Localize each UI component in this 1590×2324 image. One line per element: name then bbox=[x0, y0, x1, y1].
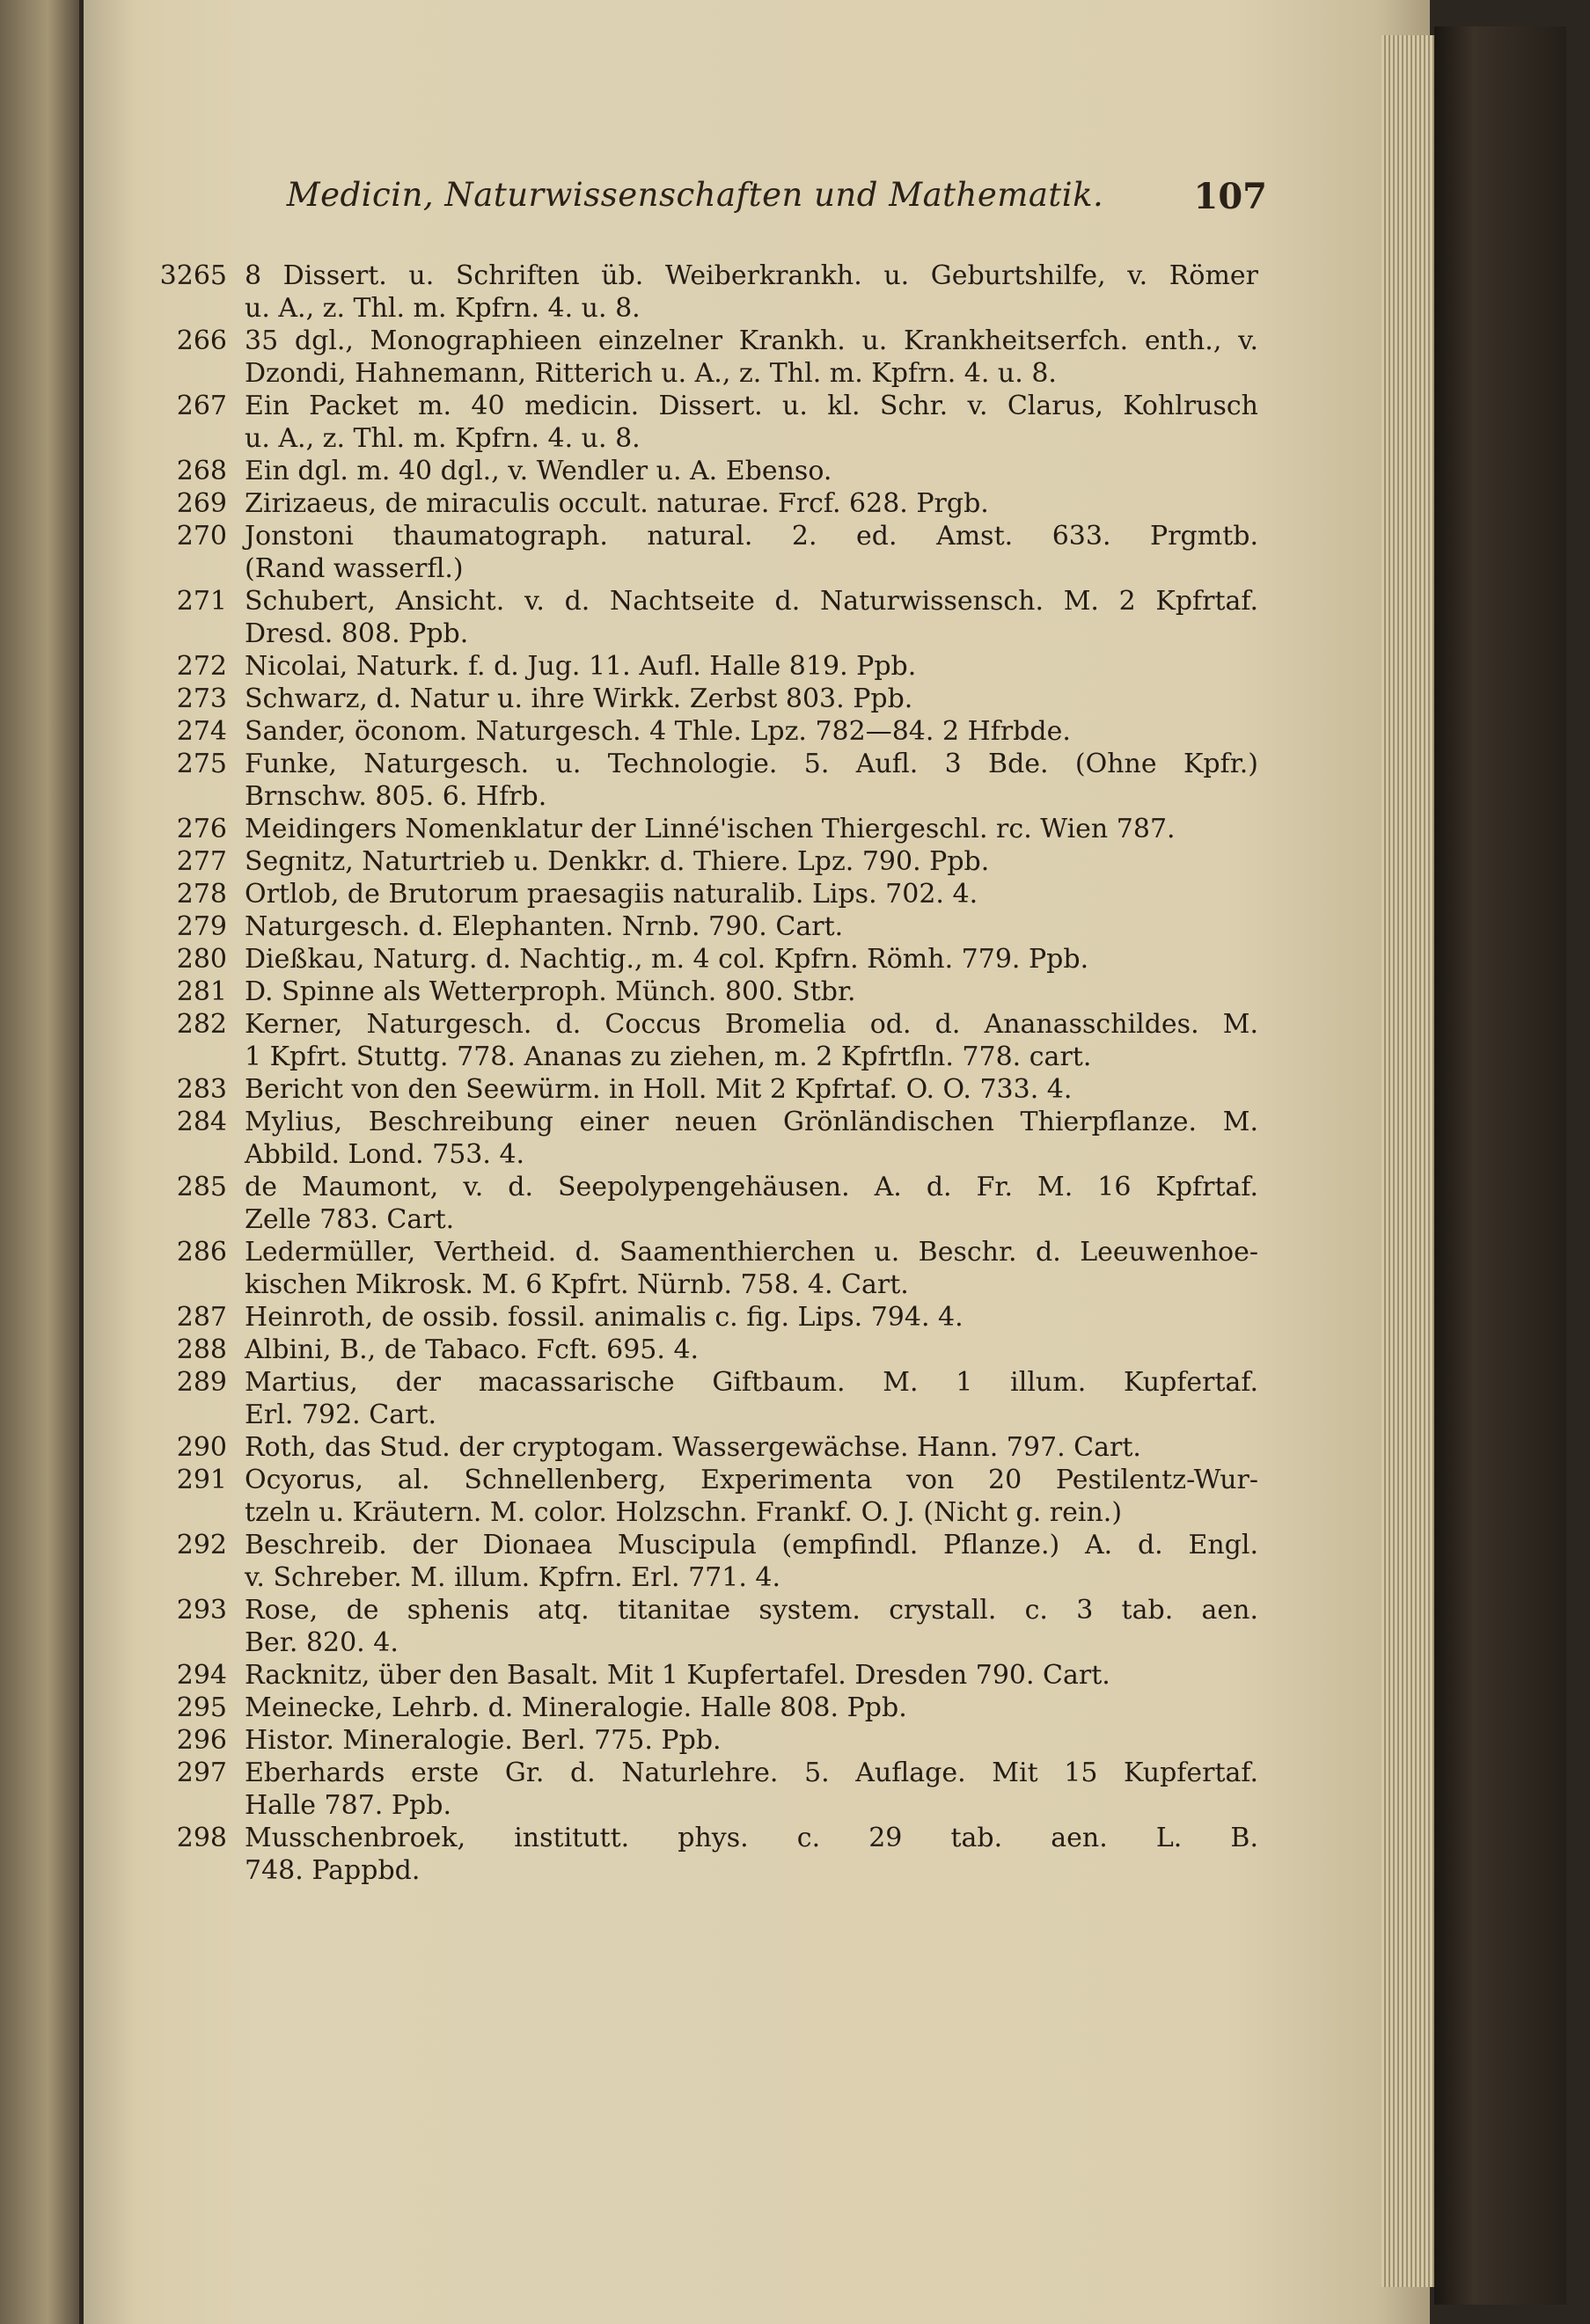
entry-text bbox=[245, 748, 1258, 813]
entry-line: Nicolai, Naturk. f. d. Jug. 11. Aufl. Halle 819. Ppb. bbox=[245, 651, 917, 682]
entry-number: 286 bbox=[176, 1237, 227, 1268]
entry-line: D. Spinne als Wetterproph. Münch. 800. Stbr. bbox=[245, 976, 856, 1007]
entry-line: Heinroth, de ossib. fossil. animalis c. fig. Lips. 794. 4. bbox=[245, 1302, 964, 1333]
entry-text bbox=[245, 487, 1258, 520]
catalog-entry bbox=[150, 1106, 1258, 1171]
entry-line: Roth, das Stud. der cryptogam. Wassergewächse. Hann. 797. Cart. bbox=[245, 1432, 1141, 1463]
entry-line: Erl. 792. Cart. bbox=[245, 1400, 437, 1430]
catalog-entry bbox=[150, 943, 1258, 976]
entry-number: 295 bbox=[176, 1692, 227, 1723]
entry-number: 280 bbox=[176, 944, 227, 975]
catalog-entry bbox=[150, 1659, 1258, 1692]
entry-line: u. A., z. Thl. m. Kpfrn. 4. u. 8. bbox=[245, 423, 641, 454]
entry-text bbox=[245, 943, 1258, 976]
catalog-entry bbox=[150, 813, 1258, 845]
catalog-entry bbox=[150, 325, 1258, 390]
catalog-entry bbox=[150, 1301, 1258, 1334]
entry-line: Ein dgl. m. 40 dgl., v. Wendler u. A. Ebenso. bbox=[245, 456, 832, 486]
entry-text bbox=[245, 325, 1258, 390]
entry-text bbox=[245, 1366, 1258, 1431]
entry-text bbox=[245, 1464, 1258, 1529]
entry-line: 35 dgl., Monographieen einzelner Krankh. u. Krankheitserfch. enth., v. bbox=[245, 325, 1258, 356]
entry-number: 273 bbox=[176, 683, 227, 714]
entry-text bbox=[245, 845, 1258, 878]
entry-number: 3265 bbox=[159, 260, 227, 291]
entry-line: Brnschw. 805. 6. Hfrb. bbox=[245, 781, 547, 812]
entry-line: (Rand wasserfl.) bbox=[245, 553, 464, 584]
catalog-entry bbox=[150, 1464, 1258, 1529]
entry-number: 297 bbox=[176, 1758, 227, 1788]
entry-line: de Maumont, v. d. Seepolypengehäusen. A. d. Fr. M. 16 Kpfrtaf. bbox=[245, 1172, 1258, 1202]
entry-number: 288 bbox=[176, 1334, 227, 1365]
entry-number: 275 bbox=[176, 749, 227, 779]
entry-line: Albini, B., de Tabaco. Fcft. 695. 4. bbox=[245, 1334, 700, 1365]
entry-line: tzeln u. Kräutern. M. color. Holzschn. Frankf. O. J. (Nicht g. rein.) bbox=[245, 1497, 1123, 1528]
entry-line: Zirizaeus, de miraculis occult. naturae. Frcf. 628. Prgb. bbox=[245, 488, 989, 519]
catalog-entry bbox=[150, 748, 1258, 813]
entry-line: Bericht von den Seewürm. in Holl. Mit 2 Kpfrtaf. O. O. 733. 4. bbox=[245, 1074, 1073, 1105]
catalog-entry bbox=[150, 585, 1258, 650]
entry-text bbox=[245, 1431, 1258, 1464]
entry-text bbox=[245, 650, 1258, 683]
entry-line: Martius, der macassarische Giftbaum. M. 1 illum. Kupfertaf. bbox=[245, 1367, 1258, 1398]
catalog-entry bbox=[150, 650, 1258, 683]
entry-number: 270 bbox=[176, 521, 227, 552]
entry-text bbox=[245, 390, 1258, 455]
entry-number: 276 bbox=[176, 814, 227, 844]
entry-number: 294 bbox=[176, 1660, 227, 1691]
entry-number: 284 bbox=[176, 1107, 227, 1137]
entry-line: u. A., z. Thl. m. Kpfrn. 4. u. 8. bbox=[245, 293, 641, 324]
entry-line: Jonstoni thaumatograph. natural. 2. ed. Amst. 633. Prgmtb. bbox=[245, 521, 1258, 552]
book-cover-edge bbox=[1434, 26, 1566, 2305]
entry-number: 290 bbox=[176, 1432, 227, 1463]
entry-text bbox=[245, 1334, 1258, 1366]
entry-line: Dießkau, Naturg. d. Nachtig., m. 4 col. Kpfrn. Römh. 779. Ppb. bbox=[245, 944, 1089, 975]
entry-text bbox=[245, 715, 1258, 748]
entry-line: Mylius, Beschreibung einer neuen Grönländischen Thierpflanze. M. bbox=[245, 1107, 1258, 1137]
entry-number: 268 bbox=[176, 456, 227, 486]
catalog-entry bbox=[150, 1008, 1258, 1073]
entry-number: 274 bbox=[176, 716, 227, 747]
catalog-entry bbox=[150, 455, 1258, 487]
entry-line: Naturgesch. d. Elephanten. Nrnb. 790. Cart. bbox=[245, 911, 844, 942]
entry-text bbox=[245, 1529, 1258, 1594]
entry-text bbox=[245, 1757, 1258, 1822]
entry-text bbox=[245, 1822, 1258, 1887]
entry-line: 8 Dissert. u. Schriften üb. Weiberkrankh. u. Geburtshilfe, v. Römer bbox=[245, 260, 1258, 291]
entry-text bbox=[245, 1659, 1258, 1692]
catalog-entry bbox=[150, 976, 1258, 1008]
entry-text bbox=[245, 878, 1258, 910]
entry-number: 269 bbox=[176, 488, 227, 519]
entry-number: 285 bbox=[176, 1172, 227, 1202]
entry-number: 272 bbox=[176, 651, 227, 682]
catalog-entry bbox=[150, 1594, 1258, 1659]
catalog-entry bbox=[150, 1171, 1258, 1236]
entry-line: Beschreib. der Dionaea Muscipula (empfindl. Pflanze.) A. d. Engl. bbox=[245, 1530, 1258, 1560]
entry-line: Schubert, Ansicht. v. d. Nachtseite d. Naturwissensch. M. 2 Kpfrtaf. bbox=[245, 586, 1258, 617]
left-page-edge bbox=[0, 0, 79, 2324]
entry-text bbox=[245, 1594, 1258, 1659]
catalog-entry bbox=[150, 910, 1258, 943]
entry-number: 289 bbox=[176, 1367, 227, 1398]
entry-number: 281 bbox=[176, 976, 227, 1007]
catalog-entry bbox=[150, 1236, 1258, 1301]
entry-text bbox=[245, 1724, 1258, 1757]
entry-line: v. Schreber. M. illum. Kpfrn. Erl. 771. 4. bbox=[245, 1562, 781, 1593]
entry-line: Sander, öconom. Naturgesch. 4 Thle. Lpz. 782—84. 2 Hfrbde. bbox=[245, 716, 1071, 747]
entry-number: 271 bbox=[176, 586, 227, 617]
catalog-entries bbox=[150, 259, 1258, 1887]
entry-line: Halle 787. Ppb. bbox=[245, 1790, 451, 1821]
entry-text bbox=[245, 976, 1258, 1008]
catalog-entry bbox=[150, 390, 1258, 455]
entry-number: 291 bbox=[176, 1465, 227, 1495]
catalog-entry bbox=[150, 259, 1258, 325]
catalog-entry bbox=[150, 715, 1258, 748]
page-header bbox=[220, 176, 1267, 229]
entry-line: Musschenbroek, institutt. phys. c. 29 tab. aen. L. B. bbox=[245, 1823, 1258, 1853]
entry-text bbox=[245, 1236, 1258, 1301]
entry-line: Ledermüller, Vertheid. d. Saamenthierchen u. Beschr. d. Leeuwenhoe- bbox=[245, 1237, 1258, 1268]
catalog-entry bbox=[150, 520, 1258, 585]
entry-text bbox=[245, 1301, 1258, 1334]
entry-line: Histor. Mineralogie. Berl. 775. Ppb. bbox=[245, 1725, 722, 1756]
entry-text bbox=[245, 813, 1258, 845]
entry-line: Ocyorus, al. Schnellenberg, Experimenta von 20 Pestilentz-Wur- bbox=[245, 1465, 1258, 1495]
catalog-entry bbox=[150, 1366, 1258, 1431]
catalog-entry bbox=[150, 878, 1258, 910]
entry-line: Eberhards erste Gr. d. Naturlehre. 5. Auflage. Mit 15 Kupfertaf. bbox=[245, 1758, 1258, 1788]
entry-line: Kerner, Naturgesch. d. Coccus Bromelia od. d. Ananasschildes. M. bbox=[245, 1009, 1258, 1040]
entry-text bbox=[245, 520, 1258, 585]
entry-line: kischen Mikrosk. M. 6 Kpfrt. Nürnb. 758. 4. Cart. bbox=[245, 1269, 909, 1300]
entry-text bbox=[245, 1171, 1258, 1236]
entry-text bbox=[245, 1008, 1258, 1073]
entry-text bbox=[245, 259, 1258, 325]
entry-text bbox=[245, 1073, 1258, 1106]
catalog-entry bbox=[150, 1073, 1258, 1106]
entry-line: Schwarz, d. Natur u. ihre Wirkk. Zerbst 803. Ppb. bbox=[245, 683, 913, 714]
entry-text bbox=[245, 455, 1258, 487]
entry-number: 298 bbox=[176, 1823, 227, 1853]
entry-line: Meinecke, Lehrb. d. Mineralogie. Halle 808. Ppb. bbox=[245, 1692, 907, 1723]
catalog-entry bbox=[150, 1724, 1258, 1757]
catalog-entry bbox=[150, 1822, 1258, 1887]
catalog-entry bbox=[150, 1529, 1258, 1594]
catalog-entry bbox=[150, 1692, 1258, 1724]
entry-number: 277 bbox=[176, 846, 227, 877]
entry-line: Ein Packet m. 40 medicin. Dissert. u. kl. Schr. v. Clarus, Kohlrusch bbox=[245, 391, 1258, 421]
entry-number: 278 bbox=[176, 879, 227, 910]
entry-line: Racknitz, über den Basalt. Mit 1 Kupfertafel. Dresden 790. Cart. bbox=[245, 1660, 1110, 1691]
entry-number: 266 bbox=[176, 325, 227, 356]
entry-line: Rose, de sphenis atq. titanitae system. crystall. c. 3 tab. aen. bbox=[245, 1595, 1258, 1626]
entry-line: Segnitz, Naturtrieb u. Denkkr. d. Thiere. Lpz. 790. Ppb. bbox=[245, 846, 990, 877]
catalog-entry bbox=[150, 1757, 1258, 1822]
entry-number: 296 bbox=[176, 1725, 227, 1756]
entry-number: 283 bbox=[176, 1074, 227, 1105]
catalog-entry bbox=[150, 1431, 1258, 1464]
catalog-entry bbox=[150, 487, 1258, 520]
entry-number: 267 bbox=[176, 391, 227, 421]
entry-line: Meidingers Nomenklatur der Linné'ischen Thiergeschl. rc. Wien 787. bbox=[245, 814, 1176, 844]
entry-text bbox=[245, 1692, 1258, 1724]
entry-text bbox=[245, 585, 1258, 650]
entry-text bbox=[245, 1106, 1258, 1171]
entry-line: Ber. 820. 4. bbox=[245, 1627, 399, 1658]
catalog-entry bbox=[150, 1334, 1258, 1366]
entry-line: Ortlob, de Brutorum praesagiis naturalib. Lips. 702. 4. bbox=[245, 879, 978, 910]
entry-number: 287 bbox=[176, 1302, 227, 1333]
running-title: Medicin, Naturwissenschaften und Mathematik. bbox=[286, 176, 1104, 214]
entry-text bbox=[245, 683, 1258, 715]
entry-text bbox=[245, 910, 1258, 943]
entry-number: 292 bbox=[176, 1530, 227, 1560]
entry-line: Zelle 783. Cart. bbox=[245, 1204, 455, 1235]
catalog-entry bbox=[150, 845, 1258, 878]
entry-number: 279 bbox=[176, 911, 227, 942]
entry-line: Abbild. Lond. 753. 4. bbox=[245, 1139, 525, 1170]
entry-number: 293 bbox=[176, 1595, 227, 1626]
catalog-entry bbox=[150, 683, 1258, 715]
entry-line: Dresd. 808. Ppb. bbox=[245, 618, 469, 649]
entry-line: Funke, Naturgesch. u. Technologie. 5. Aufl. 3 Bde. (Ohne Kpfr.) bbox=[245, 749, 1258, 779]
entry-line: 748. Pappbd. bbox=[245, 1855, 421, 1886]
entry-number: 282 bbox=[176, 1009, 227, 1040]
page-number: 107 bbox=[1193, 176, 1267, 217]
entry-line: 1 Kpfrt. Stuttg. 778. Ananas zu ziehen, m. 2 Kpfrtfln. 778. cart. bbox=[245, 1041, 1092, 1072]
entry-line: Dzondi, Hahnemann, Ritterich u. A., z. Thl. m. Kpfrn. 4. u. 8. bbox=[245, 358, 1057, 389]
